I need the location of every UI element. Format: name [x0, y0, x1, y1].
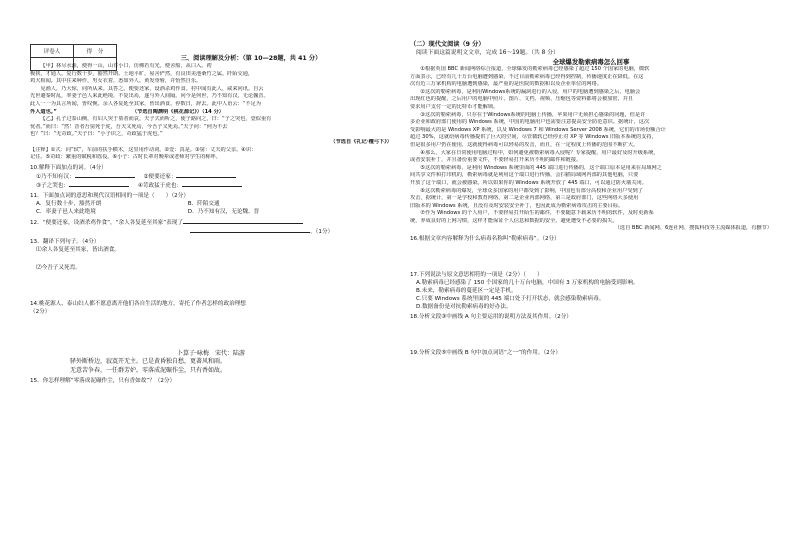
- section-title-reading: 三、阅读理解及分析：（第 10—28题，共 41 分）: [180, 55, 322, 62]
- poem-line-2: 无意苦争春，一任群芳妒。零落成泥碾作尘，只有香如故。: [70, 366, 227, 374]
- question-17: 17.下列说法与原文意思相符的一项是（2分）（ ）: [410, 272, 543, 279]
- q17-option-d[interactable]: D.数据备份是对抗勒索病毒的好办法。: [416, 304, 512, 311]
- article-line: 多企业和政府部门使用的 Windows 系统，中国的电脑用户也需要注意提高安全防范意识。据统计，这次: [410, 119, 650, 126]
- article-line: ⑤这次的勒索病毒，是利用 Windows 系统里面的 445 端口进行传播的，这个端口原本是用来在局域网之: [420, 164, 662, 171]
- question-13: 13．翻译下列句子。（4分）: [30, 238, 100, 245]
- question-10-items-2: [30, 181, 392, 190]
- q10-item-1: ①乃不知有汉：: [36, 173, 75, 180]
- article-line: ②这次的勒索病毒，是利用Windows系统的漏洞进行的入侵，用户的电脑遭到感染之后，电脑会: [420, 88, 641, 95]
- passage-b-line: 忧者。”而曰：“然！昔者吾舅死于虎，吾夫又死焉，今吾子又死焉。”夫子问：“何为不去: [30, 123, 228, 130]
- q12-blank[interactable]: [183, 218, 303, 224]
- article-line: 但是很多用户仍在使用，这就使得病毒可以轻易的攻击，而且，在一定程度上传播的范围不断扩大。: [410, 141, 639, 148]
- q18-answer-space[interactable]: [410, 321, 772, 347]
- q11-option-c[interactable]: C．率妻子邑人来此绝境: [36, 208, 96, 215]
- passage-b-note: 记住。⑤苛政：繁重的赋税和徭役。⑥小子：古时长辈对晚辈或老师对学生的称呼。: [30, 154, 221, 161]
- article-line: 要求用户支付一定的比特币才能解锁。: [410, 103, 499, 110]
- q11-option-b[interactable]: B．阡陌交通: [187, 200, 220, 207]
- q17-option-c[interactable]: C.只要 Windows 系统里面的 445 端口处于打开状态，就会感染勒索病毒。: [416, 296, 605, 303]
- article-line: 方面表示，已经有几十万台电脑遭到感染，不过目前勒索病毒已经得到控制，传播速度正在降低。在这: [410, 73, 644, 80]
- question-12: [30, 218, 392, 227]
- q10-blank-3[interactable]: [69, 181, 129, 187]
- question-11-options-2: [30, 208, 392, 216]
- q12-end-text: 。（1分）: [310, 228, 334, 235]
- q11-option-a[interactable]: A．复行数十步，豁然开朗: [36, 200, 102, 207]
- article-line: ④那么，大家在日常使用电脑过程中，如何避免被勒索病毒入侵呢？专家提醒，用户最好及时升级系统，: [420, 149, 659, 156]
- q17-option-a[interactable]: A.勒索病毒已经感染了 150 个国家的几十万台电脑，中国有 3 万家机构的电脑受到影响。: [416, 280, 639, 287]
- question-19: 19.分析文段⑤中画线 B 句中加点词语“之一”的作用。（2分）: [410, 350, 561, 357]
- article-line: 受影响最大的是 Windows XP 系统，以及 Windows 7 和 Windows Server 2008 系统，它们的市场份额合计: [410, 126, 666, 133]
- article-line: 次有近三万家机构的电脑遭到感染，最严重的是医院的数据和以及企业单位的网络。: [410, 81, 602, 88]
- article-title: 全球爆发勒索病毒怎么回事: [552, 58, 630, 66]
- question-12-end: [30, 227, 392, 236]
- passage-b-note: 【注释】①式：同“轼”，车前的扶手横木，这里用作动词。②壹：真是。③舅：丈夫的父亲。④识：: [30, 146, 257, 153]
- passage-b-source: （节选自《礼记·檀弓下》）: [330, 138, 392, 145]
- q10-blank-1[interactable]: [75, 172, 135, 178]
- passage-b-line: 【乙】孔子过泰山侧，有妇人哭于墓者而哀。夫子式而听之，使子路问之，曰：“子之哭也，壹似重有: [40, 116, 272, 123]
- passage-b: [30, 116, 392, 162]
- right-column: [410, 40, 772, 357]
- article-line: ③这次的勒索病毒，只存在于Windows系统的电脑上传播，苹果用户无须担心感染的问题，但是许: [420, 111, 646, 118]
- score-label: 得 分: [74, 45, 117, 58]
- passage-a-line: 【甲】林尽水源，便得一山，山有小口，仿佛若有光，便舍船，从口入。初: [40, 63, 212, 69]
- article-line: 出现红色的提醒，之后用户的电脑中照片、图片、文档、视频、压缩包等资料都将会被加密，并且: [410, 96, 634, 103]
- q12-blank-2[interactable]: [190, 227, 310, 233]
- question-11: 11．下面加点词的意思和现代汉语相同的一项是（ ）（2分）: [30, 192, 189, 199]
- article-line: ⑥这次勒索病毒的爆发，全球众多国家的用户都受到了影响，中国也有部分高校和企业用户受到了: [420, 187, 643, 194]
- passage-b-line: 也？”曰：“无苛政。”夫子曰：“小子识之，苛政猛于虎也。”: [30, 131, 163, 138]
- article-line: ①根据英国 BBC 新闻网络综合报道，全球爆发的勒索病毒已经感染了超过 150 个国家的电脑，微软: [420, 66, 650, 72]
- poem-line-1: 驿外断桥边，寂寞开无主。已是黄昏独自愁，更著风和雨。: [70, 357, 227, 365]
- question-14-score: （2分）: [30, 308, 51, 315]
- article-line: ⑦作为 Windows 的个人用户，不要轻易打开陌生的邮件，不要随意下载来历不明的软件，及时更新系: [420, 210, 654, 217]
- grader-label: 评卷人: [31, 45, 74, 58]
- article-body: [410, 66, 772, 233]
- q12-text: 12．“便要还家，设酒杀鸡作食”，“余人各复延至其家”表现了: [30, 219, 183, 226]
- article-line: 旧版本的 Windows 系统，且没有及时安装安全补丁，也因此成为勒索病毒攻击的主要目标。: [410, 202, 624, 209]
- question-15: 15．你怎样理解“零落成泥碾作尘，只有香如故”？（2分）: [30, 377, 176, 384]
- q10-item-3: ③子之哭也：: [36, 182, 69, 189]
- q11-option-d[interactable]: D．乃不知有汉，无论魏、晋: [187, 208, 260, 215]
- article-line: 或者安装补丁，并且备份重要文件，不要轻易打开来历不明的邮件和链接。: [410, 157, 582, 164]
- q13-item-1: ⑴余人各复延至其家，皆出酒食。: [36, 246, 120, 253]
- passage-a: [30, 63, 392, 116]
- q16-answer-space[interactable]: [410, 243, 772, 269]
- article-line: 开放了这个端口，就会被感染。所以如果你的 Windows 系统开放了 445 端口，可以通过防火墙关闭。: [410, 179, 647, 186]
- modern-intro: 阅读下面这篇说明文文章，完成 16～19题。（共 8 分）: [416, 50, 559, 56]
- article-line: 统，养成良好的上网习惯，这样才能保证个人信息和数据的安全，避免遭受不必要的损失。: [410, 217, 618, 224]
- poem: [30, 348, 392, 375]
- question-10: 10.解释下面加点的词。（4分）: [30, 164, 107, 171]
- q10-blank-4[interactable]: [182, 181, 242, 187]
- q17-option-b[interactable]: B.未来，勒索病毒的蔓延区一定是手机。: [416, 288, 517, 295]
- question-11-options: [30, 200, 392, 208]
- article-line: 超过 30%，这就给病毒传播提供了巨大的空间，尽管微软已经停止对 XP 等 Windows 旧版本系统的支持，: [410, 134, 657, 141]
- poem-title: 卜算子·咏梅 宋代：陆游: [177, 349, 245, 357]
- q13-answer-space-1[interactable]: [30, 254, 392, 264]
- passage-a-line: 见渔人，乃大惊，问所从来。具答之。便要还家，设酒杀鸡作食。村中闻有此人，咸来问讯。自云: [40, 85, 264, 92]
- q10-item-4: ④苛政猛于虎也：: [137, 182, 183, 189]
- left-column: [30, 54, 392, 385]
- passage-a-line: 先世避秦时乱，率妻子邑人来此绝境，不复出焉，遂与外人间隔。问今是何世，乃不知有汉，无论魏晋。: [30, 93, 269, 100]
- section-title-modern: （二）现代文阅读（9 分）: [410, 41, 485, 48]
- passage-a-line: 此人一一为具言所闻，皆叹惋。余人各复延至其家，皆出酒食。停数日，辞去。此中人语云：“不足为: [30, 100, 261, 107]
- question-10-items: [30, 172, 392, 181]
- q13-item-2: ⑵今吾子又死焉。: [36, 264, 81, 271]
- q10-blank-2[interactable]: [176, 172, 236, 178]
- article-line: 间共享文件和打印机的，勒索病毒就是利用这个端口进行传播，会扫描局域网内部的其他电脑，只要: [410, 172, 639, 179]
- passage-a-line: 极狭，才通人。复行数十步，豁然开朗。土地平旷，屋舍俨然，有良田美池桑竹之属。阡陌交通，: [30, 70, 254, 77]
- article-source: （选自 BBC 新闻网、6连社网、搜狐科技等主流媒体报道，有删节）: [614, 225, 772, 232]
- q10-item-2: ②便要还家：: [143, 173, 177, 180]
- passage-a-line: 鸡犬相闻。其中往来种作，男女衣着，悉如外人。黄发垂髫，并怡然自乐。: [30, 78, 202, 85]
- passage-a-source: 外人道也。” （节选自陶渊明《桃花源记》）（14 分）: [30, 108, 224, 115]
- question-18: 18.分析文段③中画线 A 句主要运用的说明方法及其作用。（2分）: [410, 314, 572, 321]
- article-line: 攻击，据统计，第一是学校和教育网络，第二是企业内部网络，第三是政府部门，这些网络大多使用: [410, 195, 639, 202]
- q14-answer-space[interactable]: [30, 316, 392, 342]
- question-16: 16.根据文章内容解释为什么病毒名称叫“勒索病毒”。（2分）: [410, 236, 560, 243]
- q13-answer-space-2[interactable]: [30, 272, 392, 298]
- question-14: 14.桃花源人、泰山妇人都不愿意离开他们各自生活的地方，寄托了作者怎样的政治理想: [30, 300, 246, 307]
